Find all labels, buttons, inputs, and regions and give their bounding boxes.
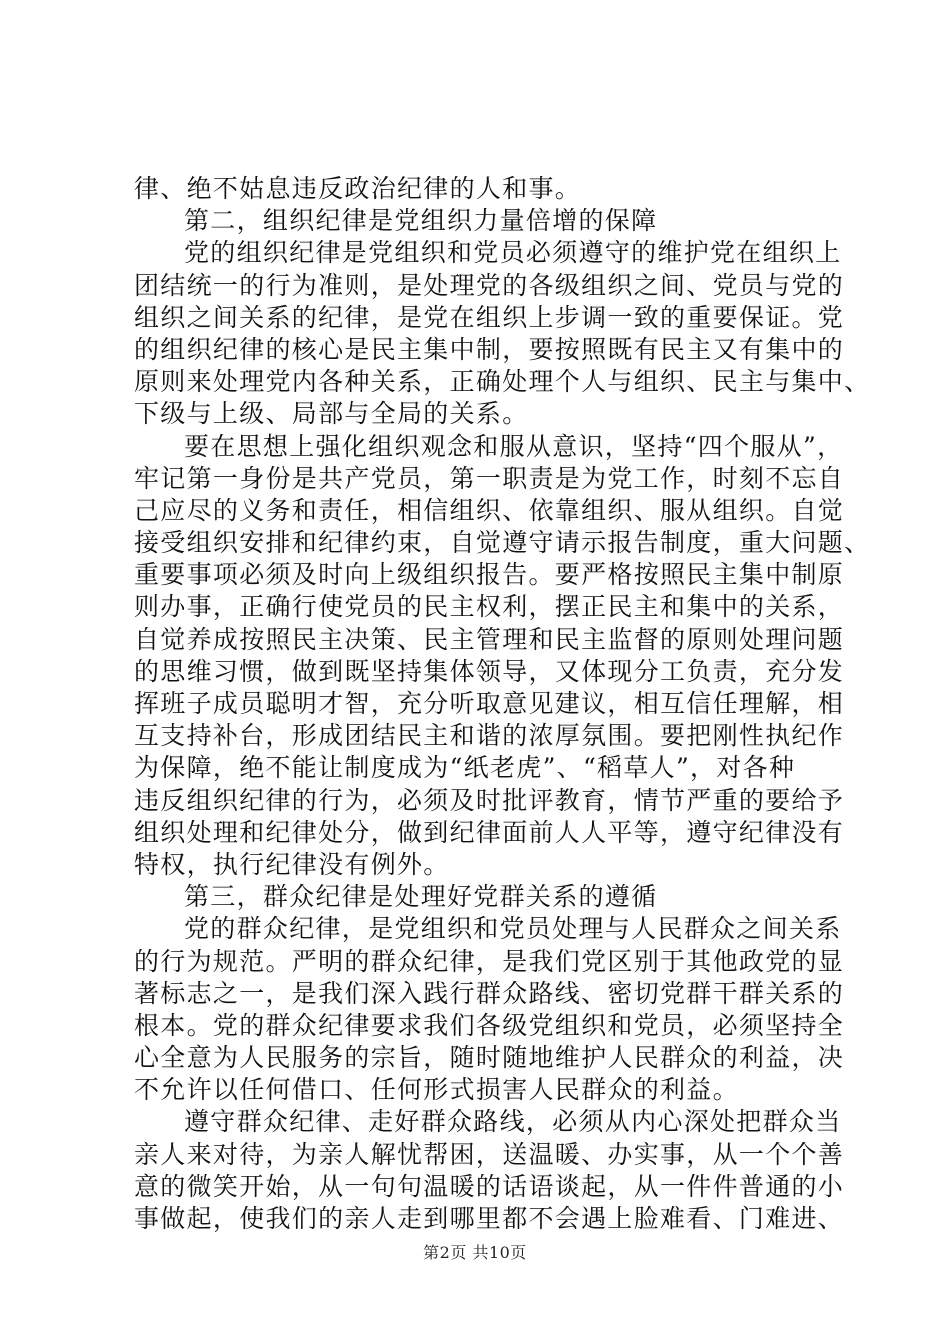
text-line: 第二，组织纪律是党组织力量倍增的保障 bbox=[184, 206, 658, 236]
text-line: 的行为规范。严明的群众纪律，是我们党区别于其他政党的显 bbox=[134, 946, 845, 976]
text-line: 律、绝不姑息违反政治纪律的人和事。 bbox=[134, 174, 582, 203]
text-line: 的组织纪律的核心是民主集中制，要按照既有民主又有集中的 bbox=[134, 334, 845, 364]
text-line: 己应尽的义务和责任，相信组织、依靠组织、服从组织。自觉 bbox=[134, 495, 845, 525]
text-line: 原则来处理党内各种关系，正确处理个人与组织、民主与集中、 bbox=[134, 367, 871, 397]
text-line: 组织之间关系的纪律，是党在组织上步调一致的重要保证。党 bbox=[134, 302, 845, 332]
text-line: 第三，群众纪律是处理好党群关系的遵循 bbox=[184, 882, 658, 912]
text-line: 挥班子成员聪明才智，充分听取意见建议，相互信任理解，相 bbox=[134, 689, 845, 718]
text-line: 亲人来对待，为亲人解忧帮困，送温暖、办实事，从一个个善 bbox=[134, 1139, 845, 1169]
text-line: 牢记第一身份是共产党员，第一职责是为党工作，时刻不忘自 bbox=[134, 463, 845, 493]
text-line: 则办事，正确行使党员的民主权利，摆正民主和集中的关系， bbox=[134, 592, 845, 622]
text-line: 团结统一的行为准则，是处理党的各级组织之间、党员与党的 bbox=[134, 270, 845, 300]
text-line: 遵守群众纪律、走好群众路线，必须从内心深处把群众当 bbox=[184, 1107, 842, 1137]
text-line: 接受组织安排和纪律约束，自觉遵守请示报告制度，重大问题、 bbox=[134, 528, 871, 558]
text-line: 意的微笑开始，从一句句温暖的话语谈起，从一件件普通的小 bbox=[134, 1171, 845, 1201]
text-line: 心全意为人民服务的宗旨，随时随地维护人民群众的利益，决 bbox=[134, 1043, 845, 1073]
text-line: 下级与上级、局部与全局的关系。 bbox=[134, 399, 529, 429]
page-footer: 第2页 共10页 bbox=[423, 1243, 527, 1262]
text-line: 互支持补台，形成团结民主和谐的浓厚氛围。要把刚性执纪作 bbox=[134, 721, 845, 751]
document-body bbox=[134, 173, 871, 1235]
text-line: 特权，执行纪律没有例外。 bbox=[134, 849, 450, 879]
text-line: 著标志之一，是我们深入践行群众路线、密切党群干群关系的 bbox=[134, 978, 845, 1008]
text-line: 违反组织纪律的行为，必须及时批评教育，情节严重的要给予 bbox=[134, 785, 845, 815]
text-line: 不允许以任何借口、任何形式损害人民群众的利益。 bbox=[134, 1075, 739, 1105]
text-line: 根本。党的群众纪律要求我们各级党组织和党员，必须坚持全 bbox=[134, 1010, 845, 1040]
text-line: 党的群众纪律，是党组织和党员处理与人民群众之间关系 bbox=[184, 914, 842, 944]
text-line: 要在思想上强化组织观念和服从意识，坚持“四个服从”， bbox=[184, 431, 844, 461]
text-line: 为保障，绝不能让制度成为“纸老虎”、“稻草人”，对各种 bbox=[134, 753, 796, 783]
text-line: 组织处理和纪律处分，做到纪律面前人人平等，遵守纪律没有 bbox=[134, 817, 845, 847]
text-line: 自觉养成按照民主决策、民主管理和民主监督的原则处理问题 bbox=[134, 624, 845, 654]
text-line: 事做起，使我们的亲人走到哪里都不会遇上脸难看、门难进、 bbox=[134, 1204, 845, 1233]
text-line: 的思维习惯，做到既坚持集体领导，又体现分工负责，充分发 bbox=[134, 656, 845, 686]
text-line: 党的组织纪律是党组织和党员必须遵守的维护党在组织上 bbox=[184, 238, 842, 268]
text-line: 重要事项必须及时向上级组织报告。要严格按照民主集中制原 bbox=[134, 560, 845, 590]
